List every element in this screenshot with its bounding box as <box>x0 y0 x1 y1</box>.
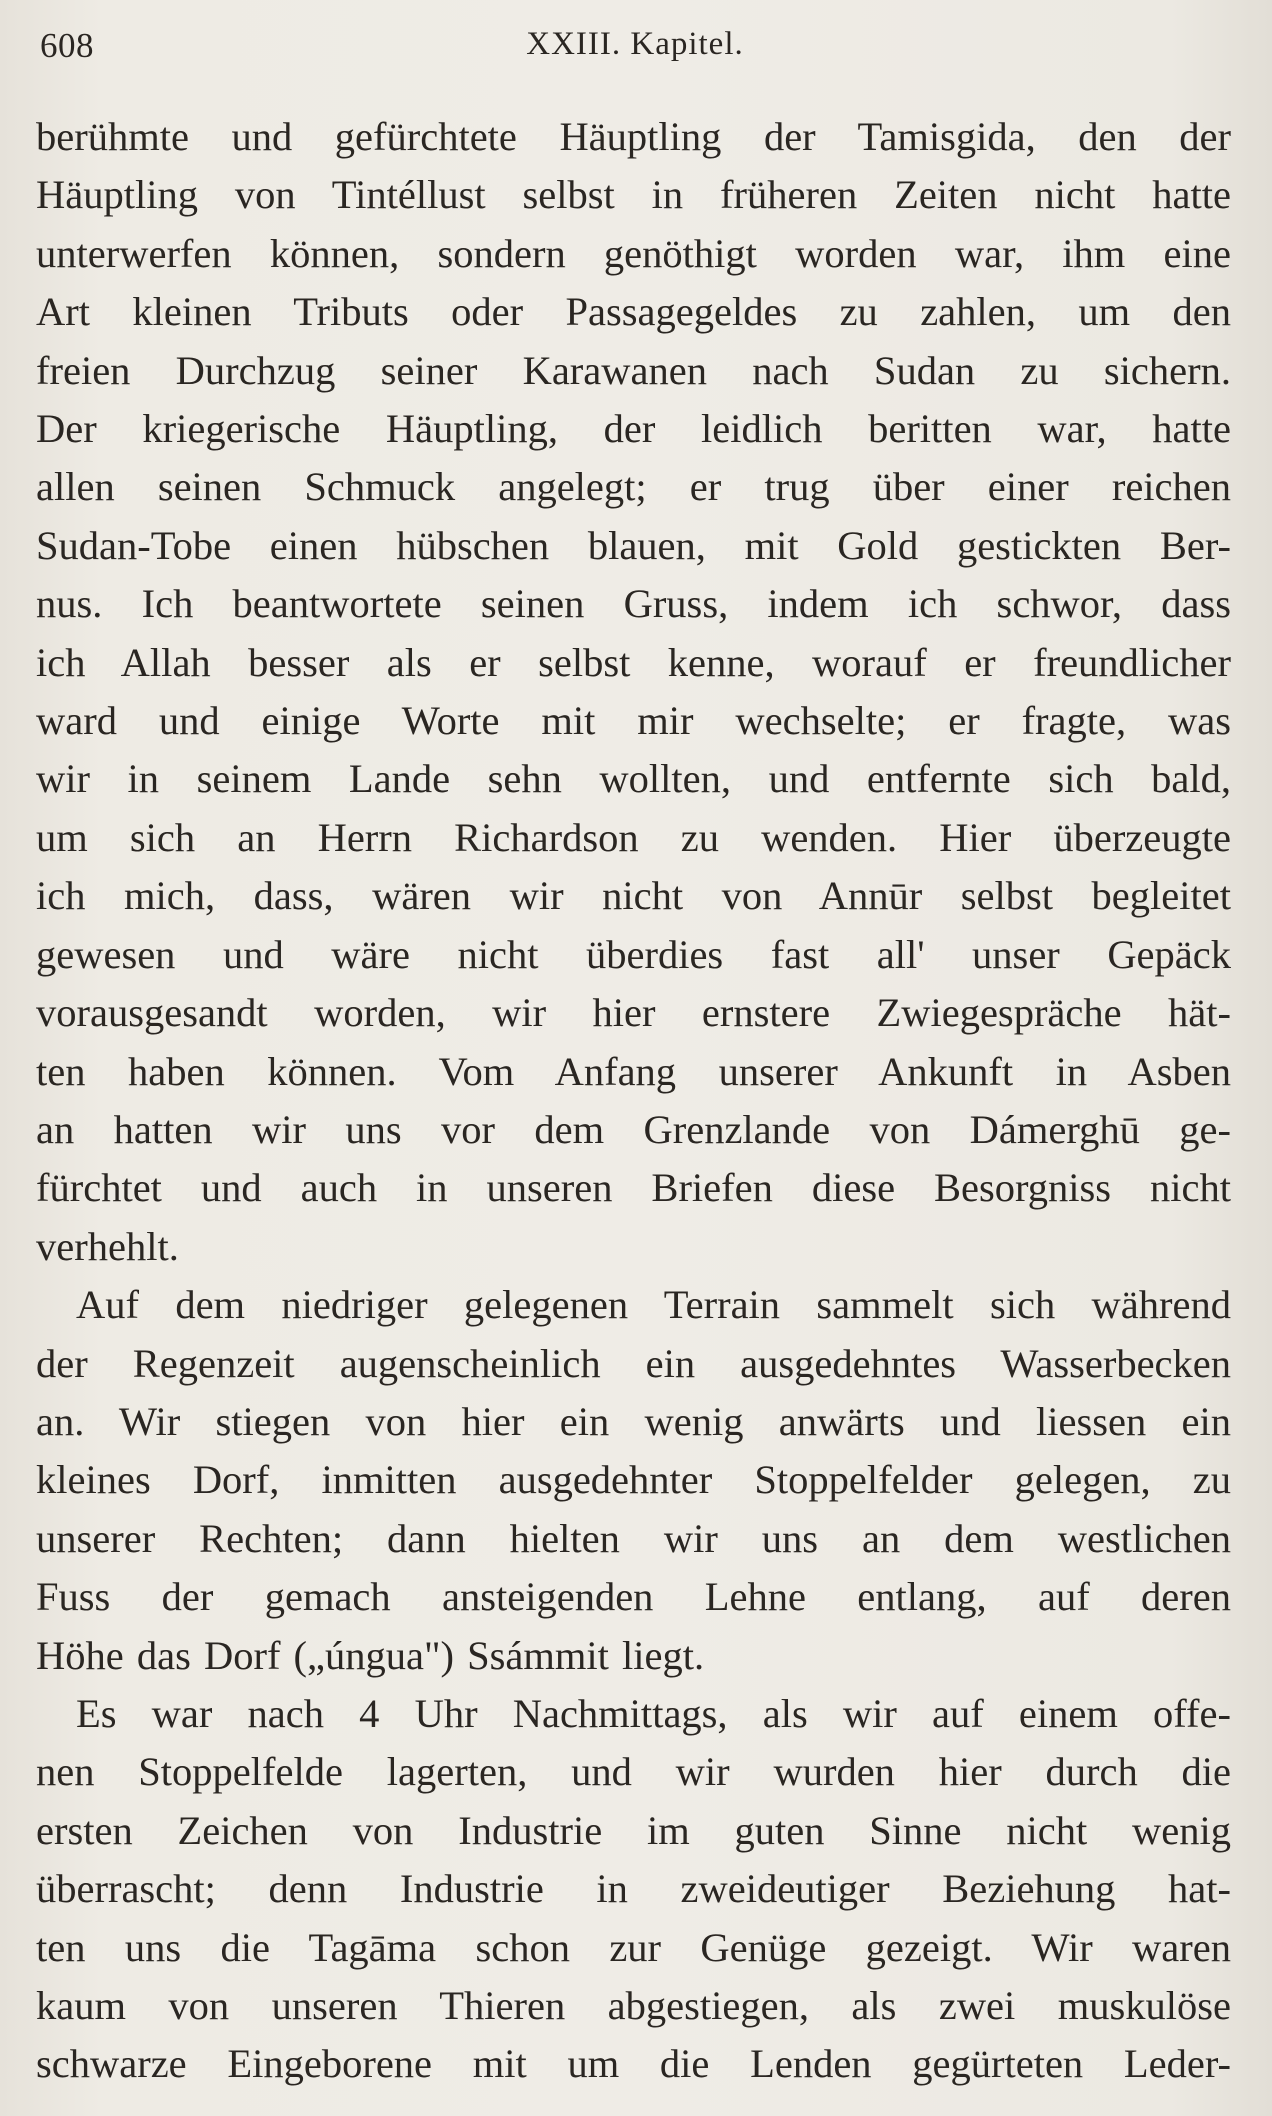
text-line: überrascht; denn Industrie in zweideutiger Beziehung hat- <box>36 1866 1231 1912</box>
text-line: allen seinen Schmuck angelegt; er trug über einer reichen <box>36 464 1231 510</box>
text-line: ward und einige Worte mit mir wechselte; er fragte, was <box>36 698 1231 744</box>
text-line: wir in seinem Lande sehn wollten, und entfernte sich bald, <box>36 756 1231 802</box>
text-line: unterwerfen können, sondern genöthigt worden war, ihm eine <box>36 230 1231 276</box>
paragraph-3 <box>36 1685 1231 2094</box>
text-line: kleines Dorf, inmitten ausgedehnter Stoppelfelder gelegen, zu <box>36 1457 1231 1503</box>
paragraph-1 <box>36 108 1231 1276</box>
text-line: der Regenzeit augenscheinlich ein ausgedehntes Wasserbecken <box>36 1340 1231 1386</box>
page-number: 608 <box>40 26 94 65</box>
text-line: um sich an Herrn Richardson zu wenden. Hier überzeugte <box>36 814 1231 860</box>
text-line: an. Wir stiegen von hier ein wenig anwärts und liessen ein <box>36 1398 1231 1444</box>
text-line: ich Allah besser als er selbst kenne, worauf er freundlicher <box>36 639 1231 685</box>
text-line: ten uns die Tagāma schon zur Genüge gezeigt. Wir waren <box>36 1924 1231 1970</box>
text-line: an hatten wir uns vor dem Grenzlande von Dámerghū ge- <box>36 1106 1231 1152</box>
text-line: Es war nach 4 Uhr Nachmittags, als wir auf einem offe- <box>76 1690 1231 1736</box>
text-line: berühmte und gefürchtete Häuptling der Tamisgida, den der <box>36 114 1231 159</box>
page-header <box>40 22 1230 72</box>
text-line: verhehlt. <box>36 1223 179 1269</box>
text-line: Art kleinen Tributs oder Passagegeldes zu zahlen, um den <box>36 289 1231 335</box>
text-line: Der kriegerische Häuptling, der leidlich beritten war, hatte <box>36 406 1231 452</box>
text-line: ersten Zeichen von Industrie im guten Sinne nicht wenig <box>36 1807 1231 1853</box>
text-line: Auf dem niedriger gelegenen Terrain sammelt sich während <box>76 1282 1231 1328</box>
paragraph-2 <box>36 1276 1231 1685</box>
text-line: vorausgesandt worden, wir hier ernstere Zwiegespräche hät- <box>36 990 1231 1036</box>
text-line: ten haben können. Vom Anfang unserer Ankunft in Asben <box>36 1048 1231 1094</box>
text-line: schwarze Eingeborene mit um die Lenden gegürteten Leder- <box>36 2041 1231 2087</box>
text-line: kaum von unseren Thieren abgestiegen, als zwei muskulöse <box>36 1983 1231 2028</box>
running-head: XXIII. Kapitel. <box>526 26 744 62</box>
text-line: Höhe das Dorf („úngua") Ssámmit liegt. <box>36 1632 705 1678</box>
text-line: gewesen und wäre nicht überdies fast all' unser Gepäck <box>36 931 1231 977</box>
text-line: Fuss der gemach ansteigenden Lehne entlang, auf deren <box>36 1574 1231 1620</box>
text-line: Sudan-Tobe einen hübschen blauen, mit Gold gestickten Ber- <box>36 522 1231 568</box>
text-line: unserer Rechten; dann hielten wir uns an dem westlichen <box>36 1515 1231 1561</box>
body-text <box>36 108 1231 2094</box>
text-line: nen Stoppelfelde lagerten, und wir wurden hier durch die <box>36 1749 1231 1795</box>
text-line: freien Durchzug seiner Karawanen nach Sudan zu sichern. <box>36 347 1231 393</box>
text-line: nus. Ich beantwortete seinen Gruss, indem ich schwor, dass <box>36 581 1231 627</box>
text-line: fürchtet und auch in unseren Briefen diese Besorgniss nicht <box>36 1165 1231 1211</box>
text-line: ich mich, dass, wären wir nicht von Annūr selbst begleitet <box>36 873 1231 919</box>
text-line: Häuptling von Tintéllust selbst in früheren Zeiten nicht hatte <box>36 172 1231 218</box>
